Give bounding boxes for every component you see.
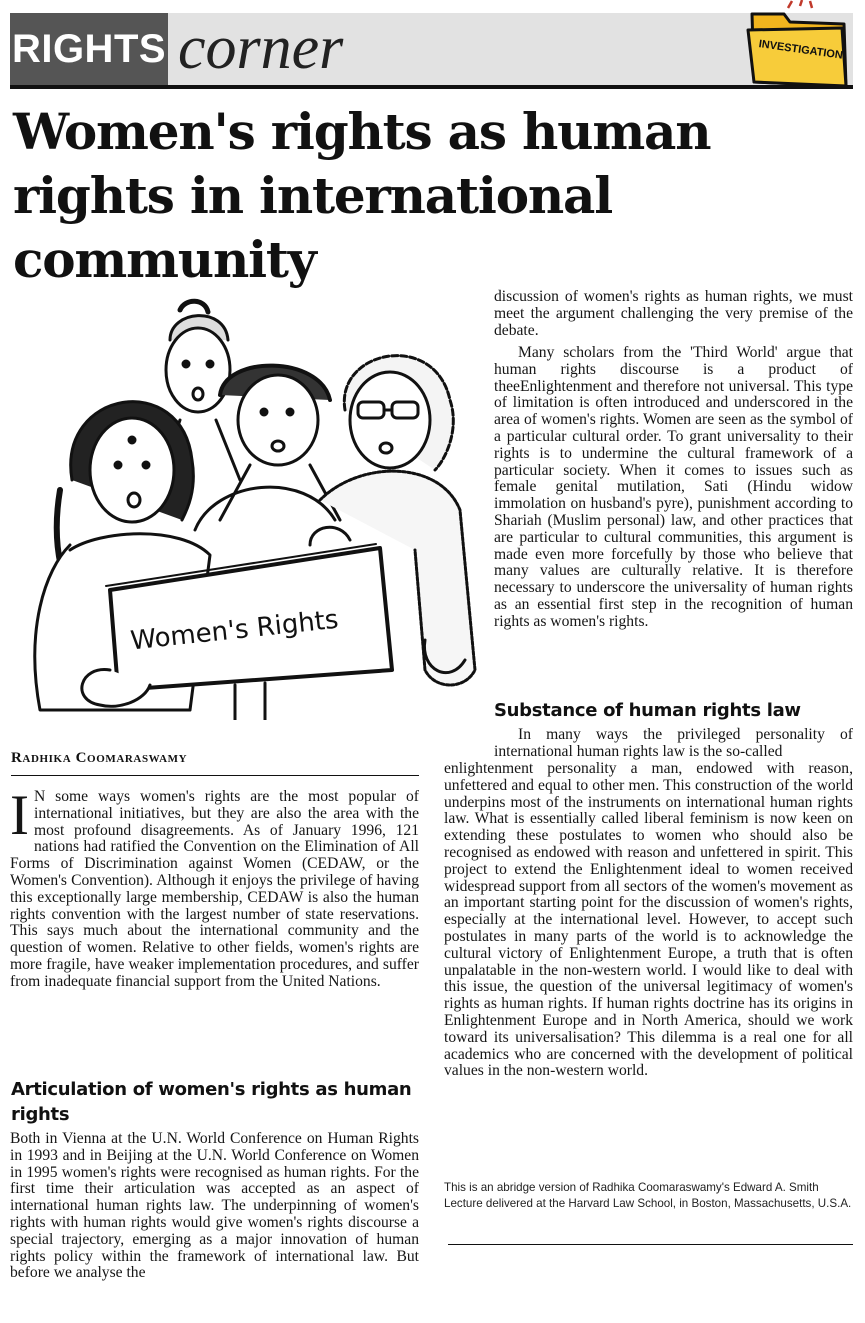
byline-divider — [11, 775, 419, 776]
substance-paragraph-start: In many ways the privileged personality of international human rights law is the so-called — [494, 726, 853, 760]
continued-paragraph: discussion of women's rights as human rights, we must meet the argument challenging the very premise of the debate. — [494, 288, 853, 339]
section-label-italic: corner — [178, 14, 344, 82]
article-headline: Women's rights as human rights in international community — [13, 102, 711, 289]
section-label-bold: RIGHTS — [10, 13, 168, 85]
subhead-articulation: Articulation of women's rights as human rights — [11, 1079, 412, 1125]
articulation-paragraph: Both in Vienna at the U.N. World Conference on Human Rights in 1993 and in Beijing at the U.N. World Conference on Women in 1995 women's rights were recognised as human rights. For the first time their articulation was accepted as an aspect of international human rights law. The underpinning of women's rights with human rights would give women's rights discourse a special trajectory, emerging as a major innovation of human rights policy within the framework of international law. But before we analyse the — [10, 1130, 419, 1282]
substance-paragraph: enlightenment personality a man, endowed with reason, unfettered and equal to other men. This construction of the world underpins most of the instruments on international human rights law. What is essentially called liberal feminism is now keen on extending these postulates to women who should also be recognised as endowed with reason and unfettered in spirit. This project to extend the Enlightenment ideal to women received widespread support from all sectors of the women's movement as an important starting point for the discussion of women's rights, especially at the international level. However, to accept such postulates in many parts of the world is to acknowledge the cultural victory of Enlightenment Europe, a truth that is often unpalatable in the non-western world. I would like to deal with this issue, the question of the universal legitimacy of women's rights as human rights. If human rights doctrine has its origins in Enlightenment Europe and in North America, should we work toward its universalisation? This dilemma is a real one for all academics who are concerned with the development of political values in the non-western world. — [444, 760, 853, 1080]
investigation-folder-icon — [744, 0, 854, 92]
editor-footnote: This is an abridge version of Radhika Coomaraswamy's Edward A. Smith Lecture delivered at the Harvard Law School, in Boston, Massachusetts, U.S.A. — [444, 1181, 852, 1210]
subhead-substance: Substance of human rights law — [494, 700, 801, 721]
scholars-paragraph: Many scholars from the 'Third World' argue that human rights discourse is a product of theeEnlightenment and therefore not universal. This type of limitation is often introduced and underscored in the area of women's rights. Women are seen as the symbol of a particular cultural order. To grant universality to their rights is to undermine the cultural framework of a particular society. When it comes to issues such as female genital mutilation, Sati (Hindu widow immolation on husband's pyre), punishment according to Shariah (Muslim personal) law, and other practices that are particular to cultural communities, this argument is made even more forcefully by those who believe that many values are culturally relative. It is therefore necessary to underscore the universality of human rights as an essential first step in the recognition of human rights as women's rights. — [494, 344, 853, 630]
intro-paragraph — [10, 784, 419, 991]
drop-cap: I — [10, 784, 29, 847]
footnote-divider — [448, 1244, 853, 1245]
author-byline: Radhika Coomaraswamy — [11, 750, 188, 766]
intro-text: N some ways women's rights are the most popular of international initiatives, but they are also the area with the most profound disagreements. As of January 1996, 121 nations had ratified the Convention on the Elimination of All Forms of Discrimination against Women (CEDAW, or the Women's Convention). Although it enjoys the privilege of having this exceptionally large membership, CEDAW is also the human rights convention with the largest number of state reservations. This says much about the international community and the question of women. Relative to other fields, women's rights are more fragile, have weaker implementation procedures, and suffer from inadequate financial support from the United Nations. — [10, 788, 419, 990]
sign-text: Women's Rights — [129, 604, 340, 657]
investigation-label: INVESTIGATION — [757, 38, 844, 62]
women-holding-sign-illustration — [20, 290, 485, 720]
